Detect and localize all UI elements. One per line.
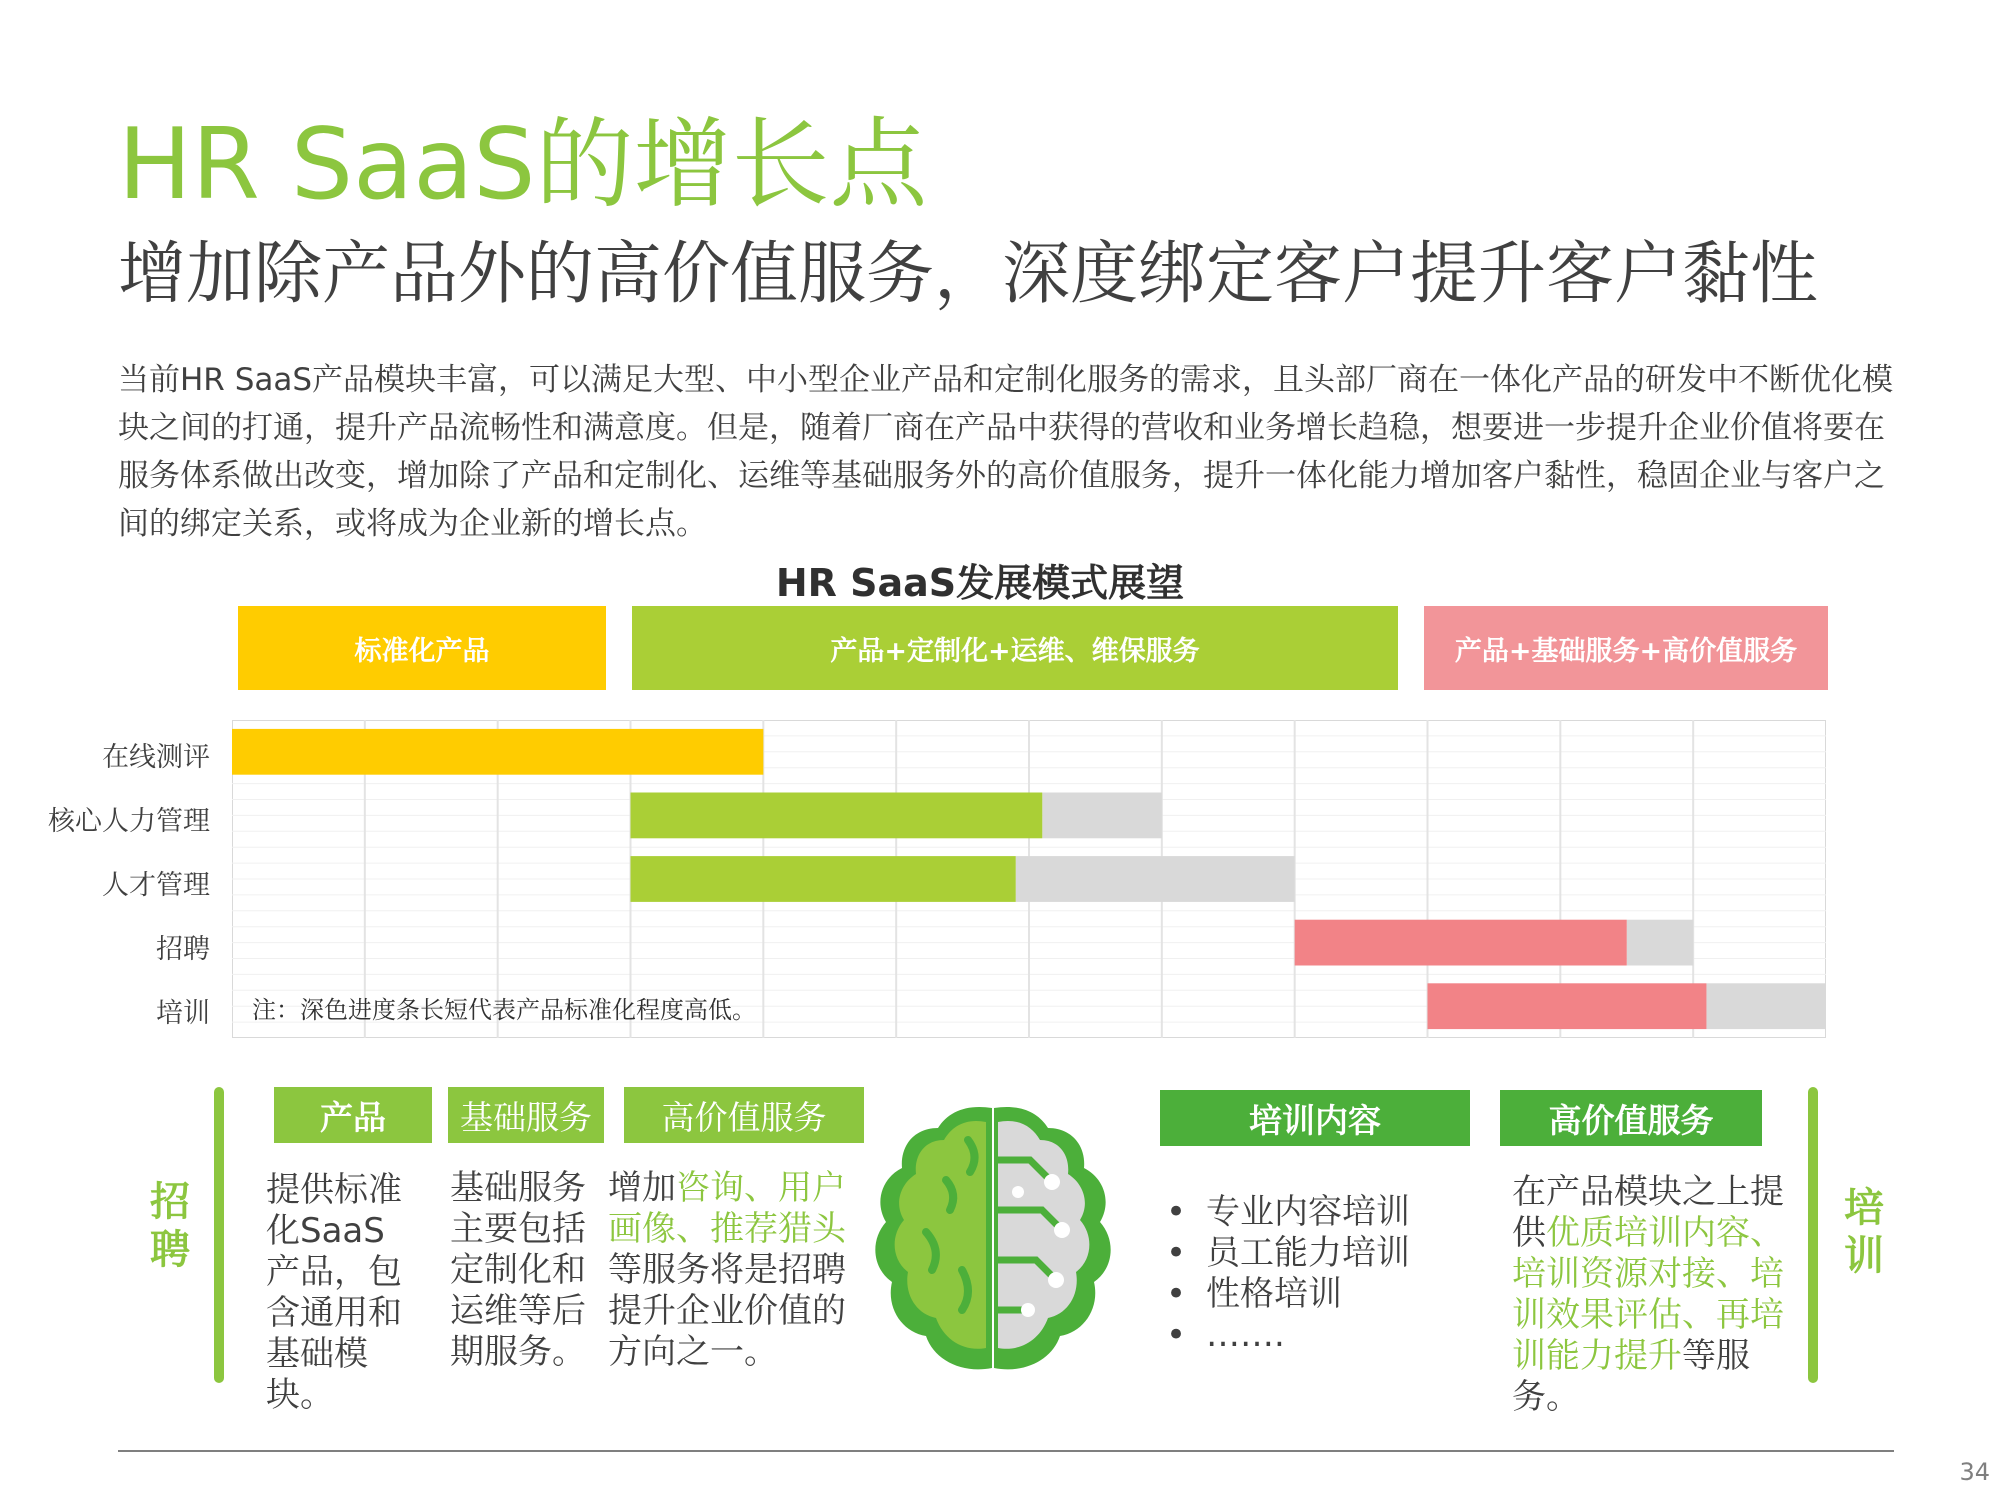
list-item: • 性格培训: [1166, 1274, 1466, 1315]
training-high-value-text: [1512, 1172, 1802, 1418]
recruit-accent-bar: [214, 1087, 224, 1383]
phase-custom: [632, 606, 1398, 690]
recruit-high-value-post: 等服务将是招聘提升企业价值的方向之一。: [608, 1250, 846, 1372]
recruit-header-basic: 基础服务: [448, 1087, 604, 1143]
gantt-bar-standardized: [232, 729, 763, 775]
recruit-header-product: 产品: [274, 1087, 432, 1143]
row-label-training: 培训: [156, 998, 210, 1029]
phase-custom-label: 产品+定制化+运维、维保服务: [830, 635, 1200, 667]
row-label-recruit: 招聘: [156, 934, 210, 965]
gantt-bar-remainder: [1627, 920, 1693, 966]
gantt-bar-remainder: [1042, 793, 1162, 839]
phase-standard: [238, 606, 606, 690]
training-header-high-value: 高价值服务: [1500, 1090, 1762, 1146]
chart-title: HR SaaS发展模式展望: [775, 561, 1185, 605]
page-title: HR SaaS的增长点: [118, 108, 928, 222]
training-high-value-post: 等服务。: [1512, 1336, 1750, 1417]
gantt-bar-remainder: [1016, 856, 1295, 902]
training-content-list: [1166, 1192, 1466, 1356]
page-number: 34: [1959, 1458, 1990, 1486]
gantt-bar-standardized: [631, 856, 1016, 902]
training-header-content: 培训内容: [1160, 1090, 1470, 1146]
recruit-side-label: 招聘: [150, 1179, 190, 1273]
recruit-high-value-text: [608, 1168, 848, 1373]
training-side-label: 培训: [1844, 1185, 1884, 1279]
recruit-product-text: 提供标准化SaaS产品，包含通用和基础模块。: [266, 1170, 402, 1415]
footer-divider: [118, 1450, 1894, 1452]
gantt-bar-remainder: [1706, 983, 1826, 1029]
recruit-header-high-value: 高价值服务: [624, 1087, 864, 1143]
list-item: • …….: [1166, 1315, 1466, 1356]
gantt-bar-standardized: [1295, 920, 1627, 966]
row-label-talent: 人才管理: [102, 870, 210, 901]
page-subtitle: 增加除产品外的高价值服务，深度绑定客户提升客户黏性: [118, 235, 1819, 314]
chart-note: 注：深色进度条长短代表产品标准化程度高低。: [252, 996, 756, 1024]
intro-paragraph: 当前HR SaaS产品模块丰富，可以满足大型、中小型企业产品和定制化服务的需求，且头部厂商在一体化产品的研发中不断优化模块之间的打通，提升产品流畅性和满意度。但是，随着厂商在产品中获得的营收和业务增长趋稳，想要进一步提升企业价值将要在服务体系做出改变，增加除了产品和定制化、运维等基础服务外的高价值服务，提升一体化能力增加客户黏性，稳固企业与客户之间的绑定关系，或将成为企业新的增长点。: [118, 362, 1894, 542]
training-high-value-pre: 在产品模块之上提供: [1512, 1172, 1784, 1253]
brain-icon: [862, 1100, 1124, 1380]
phase-high-value: [1424, 606, 1828, 690]
row-label-assessment: 在线测评: [102, 742, 210, 773]
row-label-core-hr: 核心人力管理: [48, 806, 210, 837]
recruit-basic-text: 基础服务主要包括定制化和运维等后期服务。: [450, 1168, 586, 1372]
training-accent-bar: [1808, 1087, 1818, 1383]
phase-high-value-label: 产品+基础服务+高价值服务: [1454, 635, 1798, 667]
list-item: • 员工能力培训: [1166, 1233, 1466, 1274]
phase-standard-label: 标准化产品: [354, 635, 490, 667]
gantt-bar-standardized: [1428, 983, 1707, 1029]
training-high-value-highlight: 优质培训内容、培训资源对接、培训效果评估、再培训能力提升: [1512, 1213, 1784, 1376]
recruit-high-value-pre: 增加: [608, 1168, 676, 1208]
list-item: • 专业内容培训: [1166, 1192, 1466, 1233]
recruit-high-value-highlight: 咨询、用户画像、推荐猎头: [608, 1168, 846, 1249]
gantt-bar-standardized: [631, 793, 1043, 839]
